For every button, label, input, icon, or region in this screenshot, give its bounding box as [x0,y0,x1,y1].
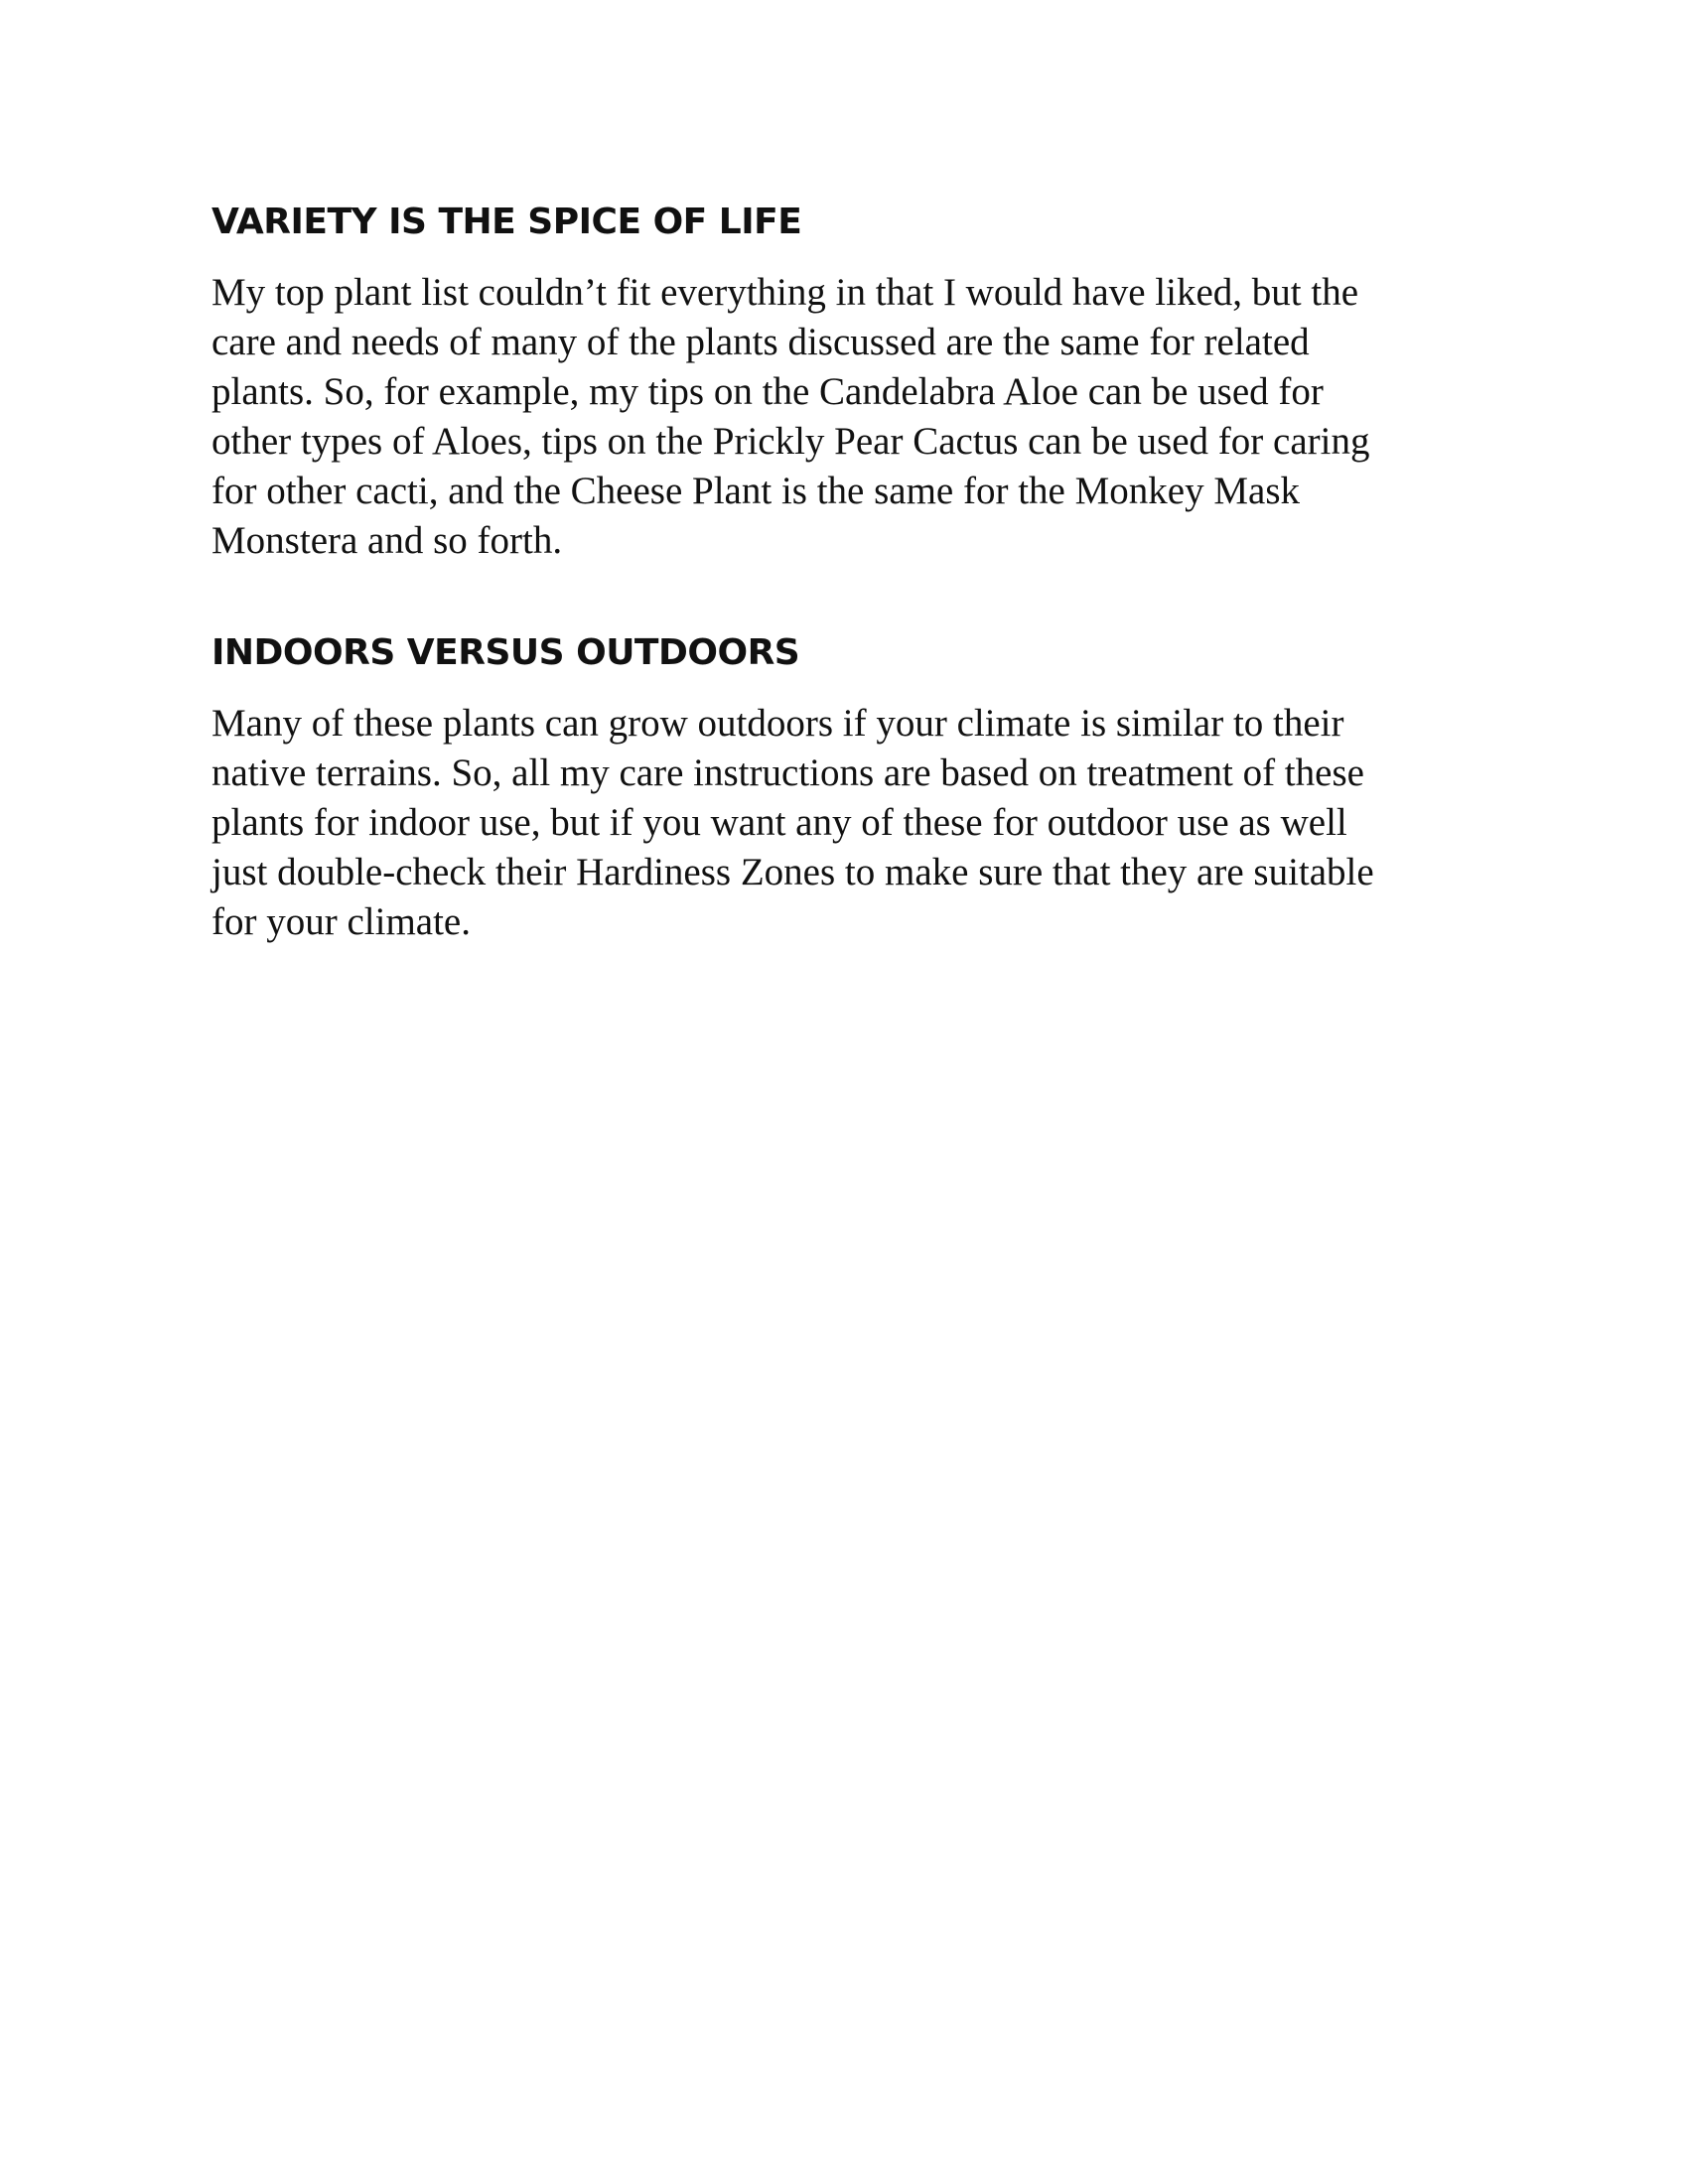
paragraph-line: Many of these plants can grow outdoors if your climate is similar to their [211,702,1344,745]
paragraph-line: My top plant list couldn’t fit everything in that I would have liked, but the [211,271,1359,314]
paragraph-line: for your climate. [211,900,471,943]
paragraph-line: plants for indoor use, but if you want any of these for outdoor use as well [211,801,1347,844]
section-paragraph [211,268,1502,566]
paragraph-line: Monstera and so forth. [211,519,563,562]
section-indoors-outdoors [211,629,1502,947]
paragraph-line: plants. So, for example, my tips on the Candelabra Aloe can be used for [211,370,1324,413]
section-heading: VARIETY IS THE SPICE OF LIFE [211,202,802,242]
paragraph-line: care and needs of many of the plants discussed are the same for related [211,321,1310,363]
paragraph-line: for other cacti, and the Cheese Plant is the same for the Monkey Mask [211,470,1301,512]
section-heading: INDOORS VERSUS OUTDOORS [211,632,800,673]
page-content [211,199,1502,947]
paragraph-line: other types of Aloes, tips on the Prickly Pear Cactus can be used for caring [211,420,1370,463]
section-paragraph [211,699,1502,947]
paragraph-line: just double-check their Hardiness Zones to make sure that they are suitable [211,851,1374,893]
paragraph-line: native terrains. So, all my care instructions are based on treatment of these [211,751,1364,794]
section-variety [211,199,1502,566]
